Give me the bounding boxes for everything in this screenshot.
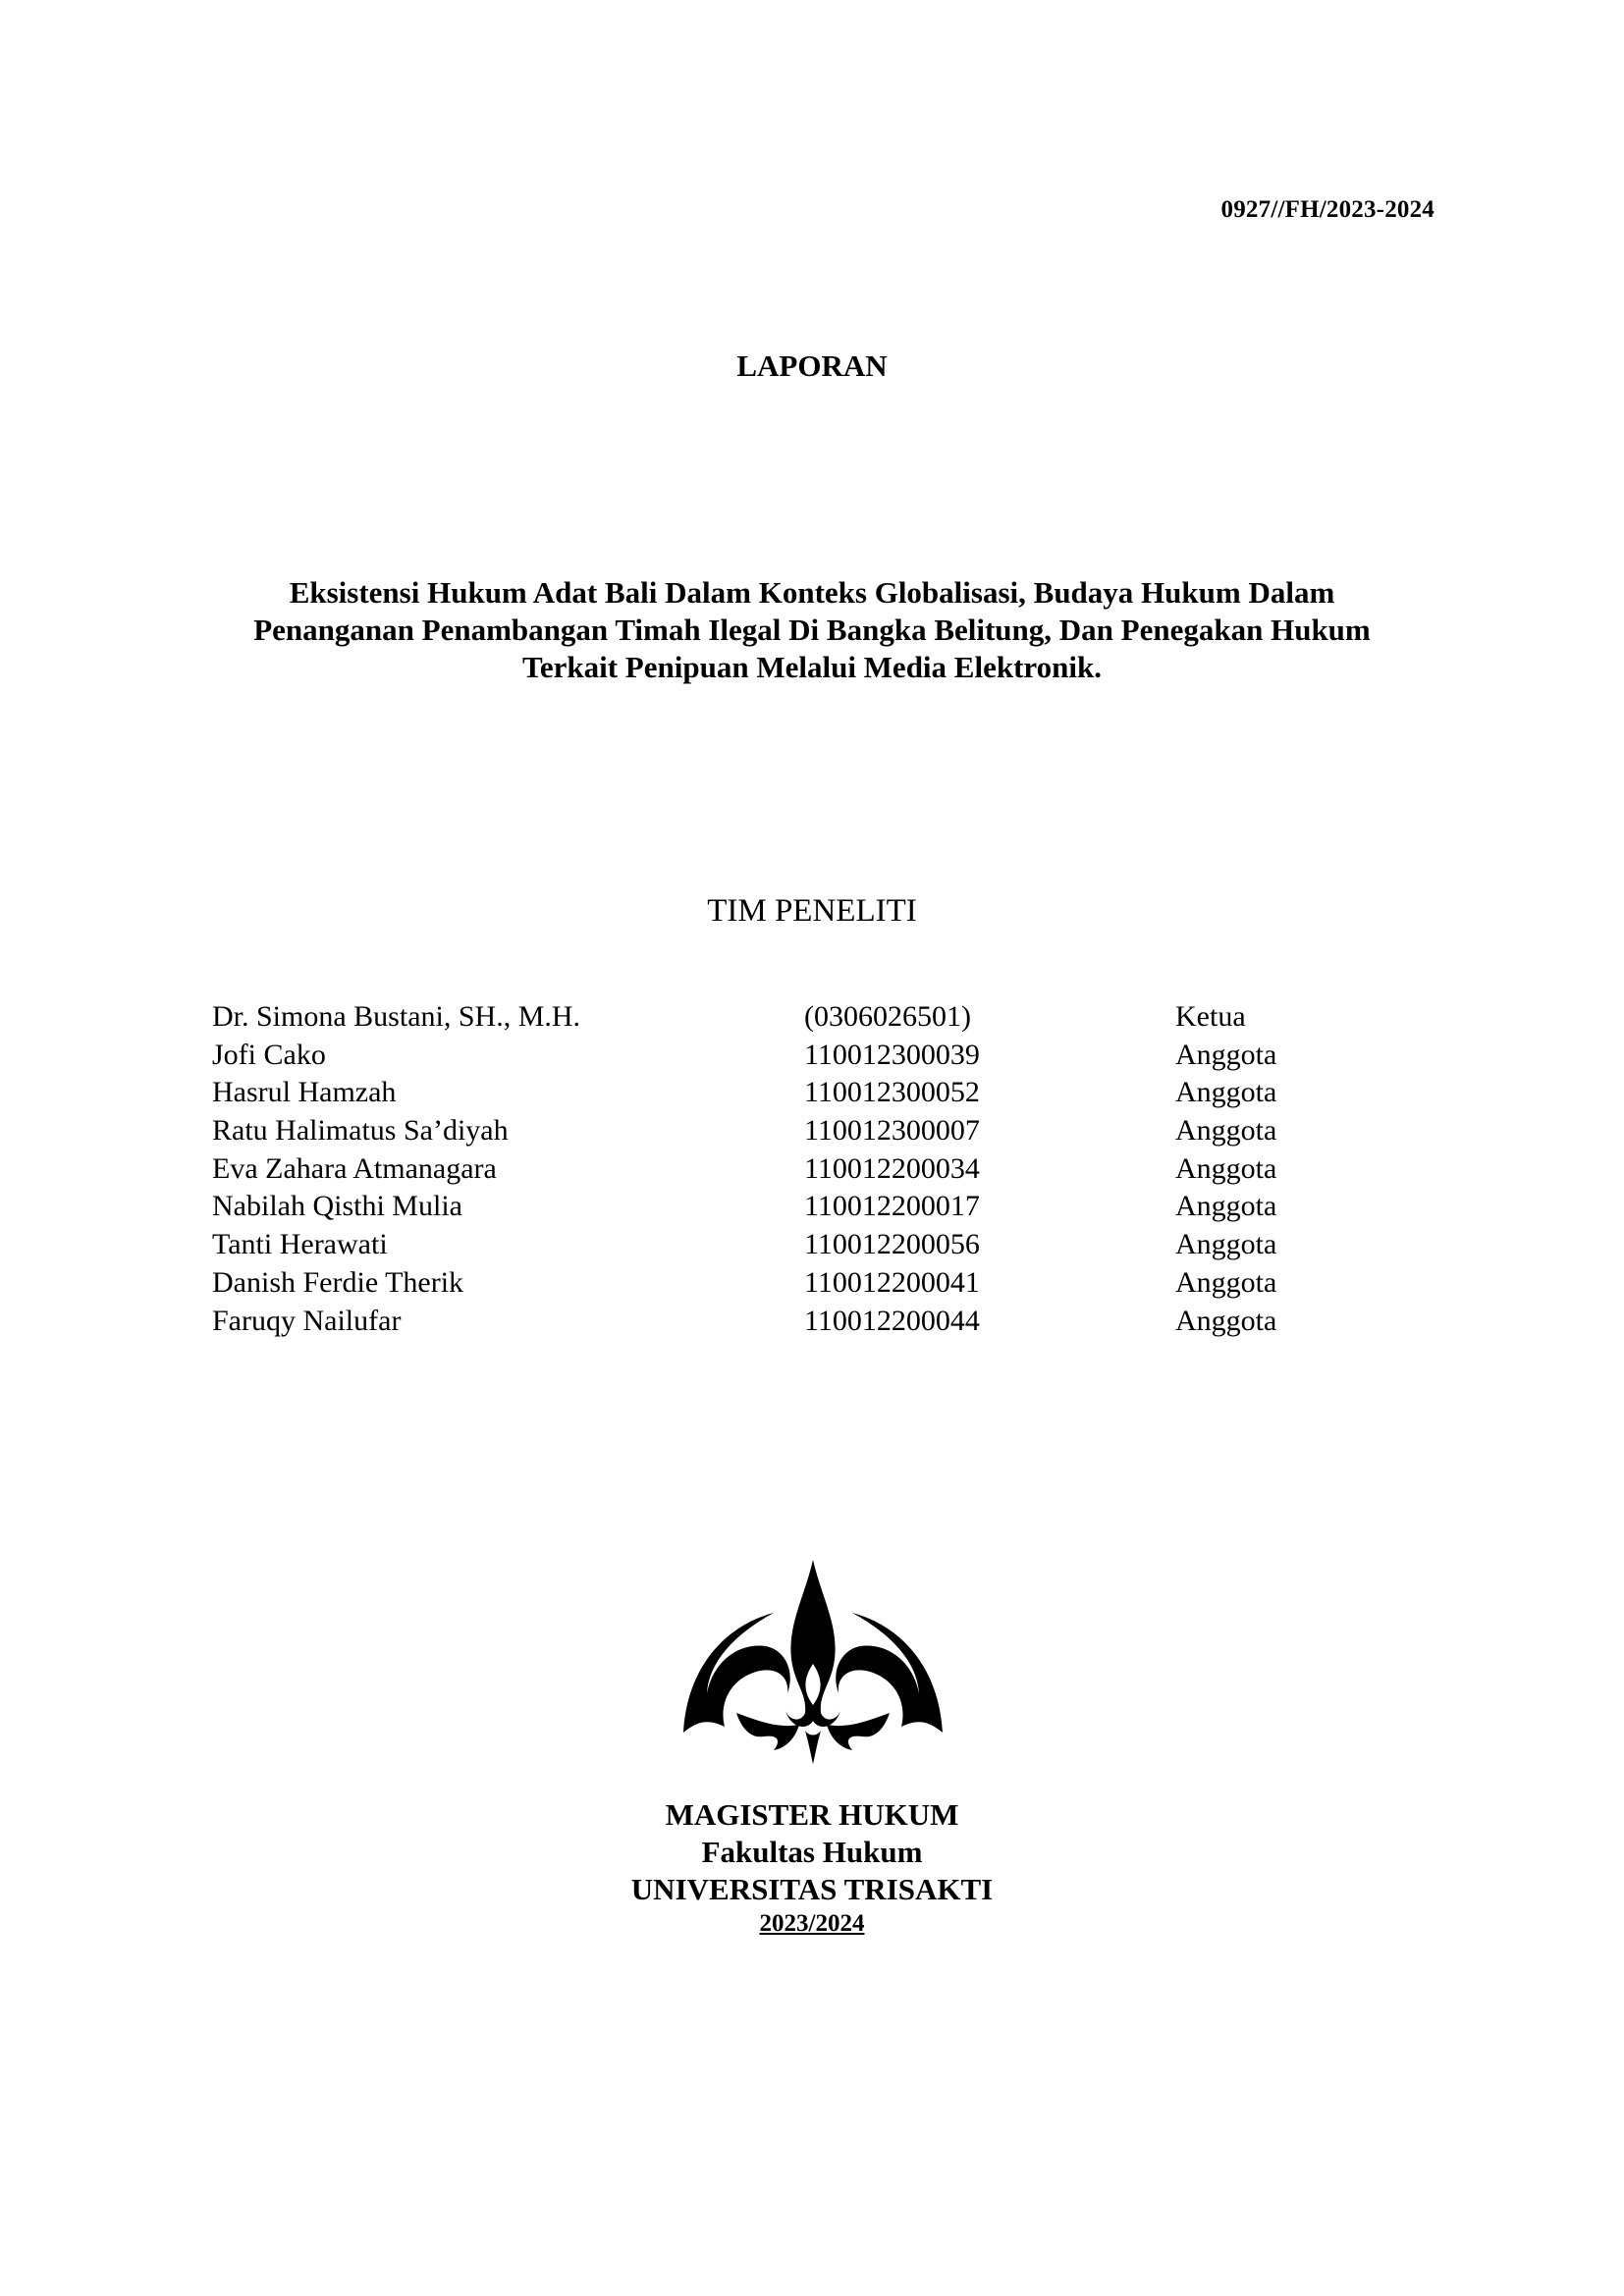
team-member-row — [212, 1226, 1352, 1264]
member-name: Jofi Cako — [212, 1038, 326, 1071]
member-name: Danish Ferdie Therik — [212, 1265, 464, 1299]
member-name: Hasrul Hamzah — [212, 1076, 397, 1109]
member-name: Nabilah Qisthi Mulia — [212, 1190, 462, 1223]
member-id: 110012200017 — [804, 1190, 980, 1223]
member-role: Anggota — [1175, 1190, 1277, 1223]
member-name: Eva Zahara Atmanagara — [212, 1151, 497, 1185]
title-line: Terkait Penipuan Melalui Media Elektronik. — [522, 650, 1102, 684]
university-name: UNIVERSITAS TRISAKTI — [630, 1872, 994, 1906]
team-member-row — [212, 1037, 1352, 1075]
member-id: 110012300052 — [804, 1076, 980, 1109]
team-member-row — [212, 1303, 1352, 1341]
team-member-row — [212, 1150, 1352, 1189]
member-role: Anggota — [1175, 1265, 1277, 1299]
member-id: 110012200044 — [804, 1304, 980, 1337]
program-name: MAGISTER HUKUM — [665, 1797, 959, 1832]
member-id: 110012200056 — [804, 1228, 980, 1261]
team-member-row — [212, 1188, 1352, 1226]
team-member-row — [212, 998, 1352, 1037]
member-role: Anggota — [1175, 1038, 1277, 1071]
member-role: Anggota — [1175, 1151, 1277, 1185]
report-title — [157, 574, 1467, 686]
title-line: Penanganan Penambangan Timah Ilegal Di Bangka Belitung, Dan Penegakan Hukum — [253, 613, 1371, 647]
team-member-table — [212, 998, 1352, 1340]
member-role: Anggota — [1175, 1076, 1277, 1109]
team-heading: TIM PENELITI — [707, 893, 917, 929]
member-role: Anggota — [1175, 1304, 1277, 1337]
member-role: Anggota — [1175, 1228, 1277, 1261]
academic-year: 2023/2024 — [759, 1910, 865, 1937]
member-id: 110012300039 — [804, 1038, 980, 1071]
document-number: 0927//FH/2023-2024 — [1220, 196, 1435, 223]
member-name: Tanti Herawati — [212, 1228, 388, 1261]
faculty-name: Fakultas Hukum — [701, 1835, 923, 1869]
institution-block — [0, 1796, 1624, 1940]
member-role: Ketua — [1175, 1000, 1246, 1033]
member-name: Dr. Simona Bustani, SH., M.H. — [212, 1000, 581, 1033]
title-line: Eksistensi Hukum Adat Bali Dalam Konteks Globalisasi, Budaya Hukum Dalam — [289, 575, 1335, 610]
team-member-row — [212, 1264, 1352, 1303]
member-id: (0306026501) — [804, 1000, 971, 1033]
team-member-row — [212, 1074, 1352, 1112]
member-role: Anggota — [1175, 1114, 1277, 1148]
team-member-row — [212, 1112, 1352, 1150]
member-id: 110012300007 — [804, 1114, 980, 1148]
member-id: 110012200034 — [804, 1151, 980, 1185]
member-name: Ratu Halimatus Sa’diyah — [212, 1114, 509, 1148]
trisakti-emblem-icon — [679, 1556, 947, 1767]
report-label: LAPORAN — [736, 348, 888, 383]
member-id: 110012200041 — [804, 1265, 980, 1299]
member-name: Faruqy Nailufar — [212, 1304, 402, 1337]
